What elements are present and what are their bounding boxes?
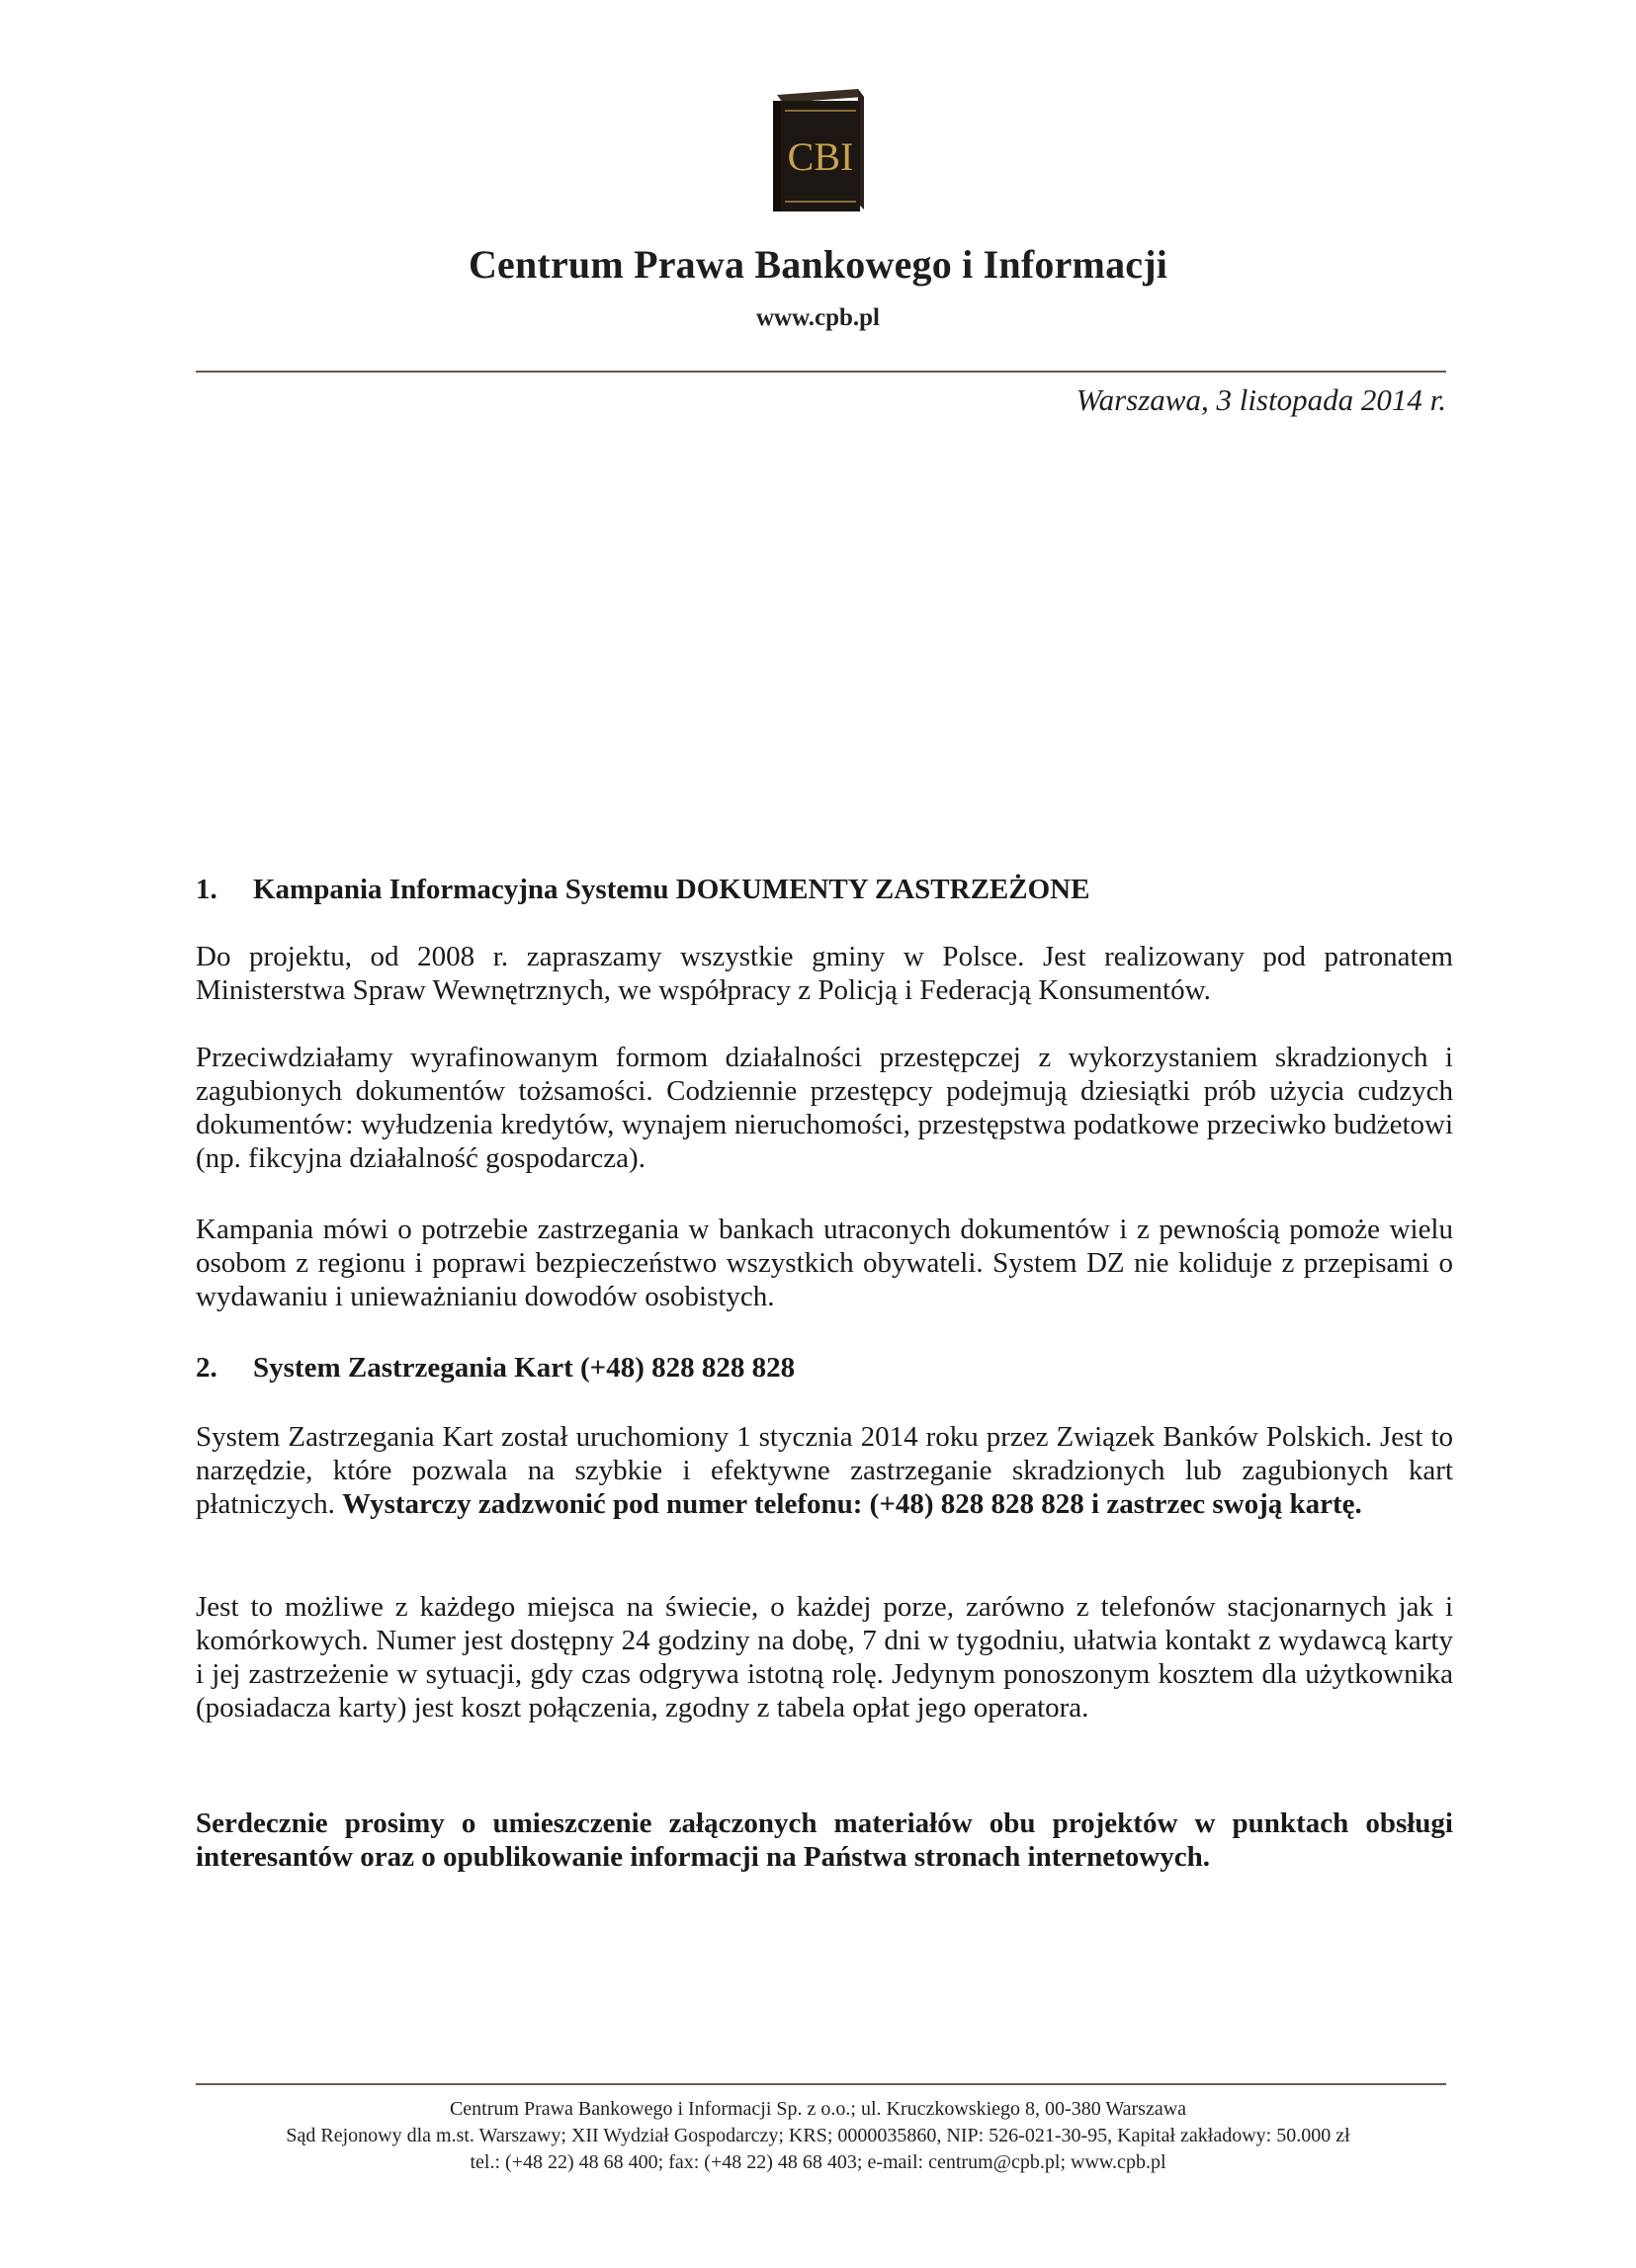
company-footer	[0, 2096, 1636, 2176]
cbi-book-logo	[767, 87, 870, 215]
section-2-number: 2.	[196, 1352, 217, 1384]
footer-contact: tel.: (+48 22) 48 68 400; fax: (+48 22) 48 68 403; e-mail: centrum@cpb.pl; www.cpb.pl	[470, 2151, 1166, 2173]
footer-divider	[196, 2083, 1446, 2085]
header-divider	[196, 371, 1446, 373]
section-2-heading	[196, 1351, 1453, 1385]
footer-registration: Sąd Rejonowy dla m.st. Warszawy; XII Wydział Gospodarczy; KRS; 0000035860, NIP: 526-021-30-95, Kapitał zakładowy: 50.000 zł	[286, 2125, 1350, 2146]
section-1-number: 1.	[196, 874, 217, 905]
section-1-paragraph-1: Do projektu, od 2008 r. zapraszamy wszystkie gminy w Polsce. Jest realizowany pod patronatem Ministerstwa Spraw Wewnętrznych, we współpracy z Policją i Federacją Konsumentów.	[196, 941, 1453, 1006]
footer-address: Centrum Prawa Bankowego i Informacji Sp. z o.o.; ul. Kruczkowskiego 8, 00-380 Warszawa	[449, 2098, 1187, 2120]
section-1-heading	[196, 873, 1453, 906]
section-2-paragraph-1	[196, 1420, 1453, 1521]
organization-name: Centrum Prawa Bankowego i Informacji	[468, 242, 1168, 287]
letter-date: Warszawa, 3 listopada 2014 r.	[1076, 382, 1446, 417]
section-1-paragraph-2: Przeciwdziałamy wyrafinowanym formom działalności przestępczej z wykorzystaniem skradzionych i zagubionych dokumentów tożsamości. Codziennie przestępcy podejmują dziesiątki prób użycia cudzych dokumentów: wyłudzenia kredytów, wynajem nieruchomości, przestępstwa podatkowe przeciwko budżetowi (np. fikcyjna działalność gospodarcza).	[196, 1042, 1453, 1174]
section-2-paragraph-1-text: System Zastrzegania Kart został uruchomiony 1 stycznia 2014 roku przez Związek Banków Polskich. Jest to narzędzie, które pozwala na szybkie i efektywne zastrzeganie skradzionych lub zagubionych kart płatniczych.	[196, 1421, 1453, 1520]
section-2-hotline-callout: Wystarczy zadzwonić pod numer telefonu: (+48) 828 828 828 i zastrzec swoją kartę.	[342, 1488, 1362, 1520]
section-1-title: Kampania Informacyjna Systemu DOKUMENTY ZASTRZEŻONE	[253, 874, 1090, 905]
logo-letters: CBI	[787, 134, 854, 179]
organization-url[interactable]: www.cpb.pl	[755, 304, 881, 331]
section-1-paragraph-3: Kampania mówi o potrzebie zastrzegania w bankach utraconych dokumentów i z pewnością pomoże wielu osobom z regionu i poprawi bezpieczeństwo wszystkich obywateli. System DZ nie koliduje z przepisami o wydawaniu i unieważnianiu dowodów osobistych.	[196, 1214, 1453, 1312]
section-2-title: System Zastrzegania Kart (+48) 828 828 828	[253, 1352, 796, 1384]
section-2-paragraph-2: Jest to możliwe z każdego miejsca na świecie, o każdej porze, zarówno z telefonów stacjonarnych jak i komórkowych. Numer jest dostępny 24 godziny na dobę, 7 dni w tygodniu, ułatwia kontakt z wydawcą karty i jej zastrzeżenie w sytuacji, gdy czas odgrywa istotną rolę. Jedynym ponoszonym kosztem dla użytkownika (posiadacza karty) jest koszt połączenia, zgodny z tabela opłat jego operatora.	[196, 1591, 1453, 1723]
closing-request: Serdecznie prosimy o umieszczenie załączonych materiałów obu projektów w punktach obsługi interesantów oraz o opublikowanie informacji na Państwa stronach internetowych.	[196, 1807, 1453, 1873]
